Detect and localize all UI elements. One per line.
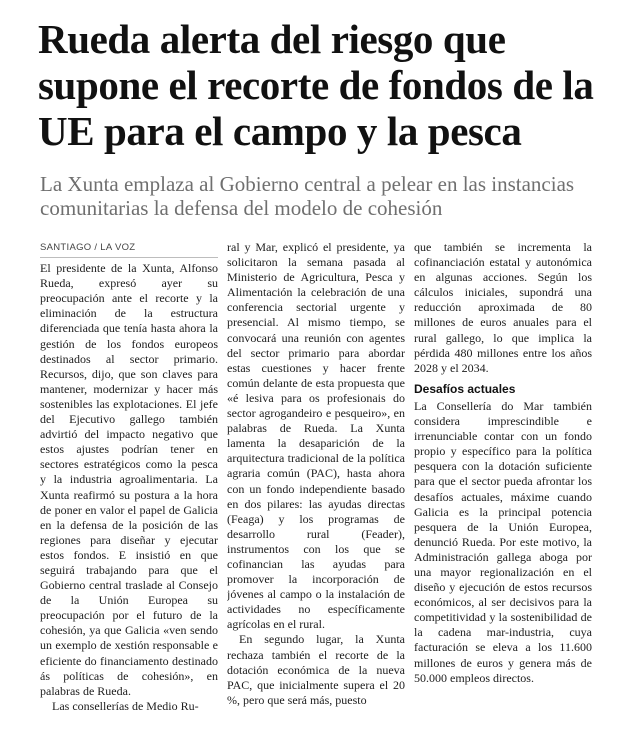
paragraph: Las consellerías de Medio Ru- — [52, 698, 199, 713]
dateline: SANTIAGO / LA VOZ — [40, 240, 218, 258]
crosshead: Desafíos actuales — [414, 381, 516, 396]
paragraph: ral y Mar, explicó el presidente, ya solicitaron la semana pasada al Ministerio de Agricultura, Pesca y Alimentación la celebración de una conferencia sectorial urgente y presencial. Al mismo tiempo, se convocará una reunión con agentes del sector primario para abordar estas cuestiones y hacer frente común delante de esta propuesta que «é lesiva para os profesionais do sector agrogandeiro e pesqueiro», en palabras de Rueda. La Xunta lamenta la desaparición de la arquitectura tradicional de la política agraria común (PAC), hasta ahora con un fondo independiente basado en dos pilares: las ayudas directas (Feaga) y los programas de desarrollo rural (Feader), instrumentos con los que se cofinancian las ayudas para promover la incorporación de jóvenes al campo o la instalación de actividades no específicamente agrícolas en el rural. — [227, 240, 405, 632]
paragraph: La Consellería do Mar también considera imprescindible e irrenunciable contar con un fondo propio y específico para la política pesquera con la dotación suficiente para que el sector pueda afrontar los desafíos actuales, máxime cuando Galicia es la principal potencia pesquera de la Unión Europea, denunció Rueda. Por este motivo, la Administración gallega aboga por una mayor regionalización en el diseño y ejecución de estos recursos económicos, al ser decisivos para la competitividad y la sostenibilidad de la cadena mar-industria, cuya facturación se eleva a los 11.600 millones de euros y genera más de 50.000 empleos directos. — [414, 398, 592, 685]
paragraph: En segundo lugar, la Xunta rechaza también el recorte de la dotación económica de la nueva PAC, que inicialmente supera el 20 %, pero que será más, puesto — [227, 632, 405, 707]
column-3 — [414, 240, 592, 730]
column-1 — [40, 240, 218, 730]
subtitle: La Xunta emplaza al Gobierno central a pelear en las instancias comunitarias la defensa del modelo de cohesión — [40, 172, 575, 220]
article-body — [40, 240, 592, 730]
paragraph: El presidente de la Xunta, Alfonso Rueda, expresó ayer su preocupación ante el recorte y la eliminación de la estructura diferenciada que tenía hasta ahora la gestión de los fondos europeos destinados al sector primario. Recursos, dijo, que son claves para mantener, modernizar y hacer más sostenibles las explotaciones. El jefe del Ejecutivo gallego también advirtió del impacto negativo que estos ajustes podrían tener en sectores estratégicos como la pesca y la industria agroalimentaria. La Xunta reafirmó su postura a la hora de poner en valor el papel de Galicia en la defensa de la posición de las regiones para diseñar y ejecutar estos fondos. E insistió en que seguirá trabajando para que el Gobierno central traslade al Consejo de la Unión Europea su preocupación por el futuro de la cohesión, ya que Galicia «ven sendo un exemplo de xestión responsable e eficiente do financiamento destinado ás políticas de cohesión», en palabras de Rueda. — [40, 261, 218, 698]
headline: Rueda alerta del riesgo que supone el recorte de fondos de la UE para el campo y la pesca — [38, 16, 594, 154]
column-2 — [227, 240, 405, 730]
paragraph: que también se incrementa la cofinanciación estatal y autonómica en algunas acciones. Según los cálculos iniciales, supondrá una reducción aproximada de 80 millones de euros anuales para el rural gallego, lo que implica la pérdida 480 millones entre los años 2028 y el 2034. — [414, 240, 592, 375]
